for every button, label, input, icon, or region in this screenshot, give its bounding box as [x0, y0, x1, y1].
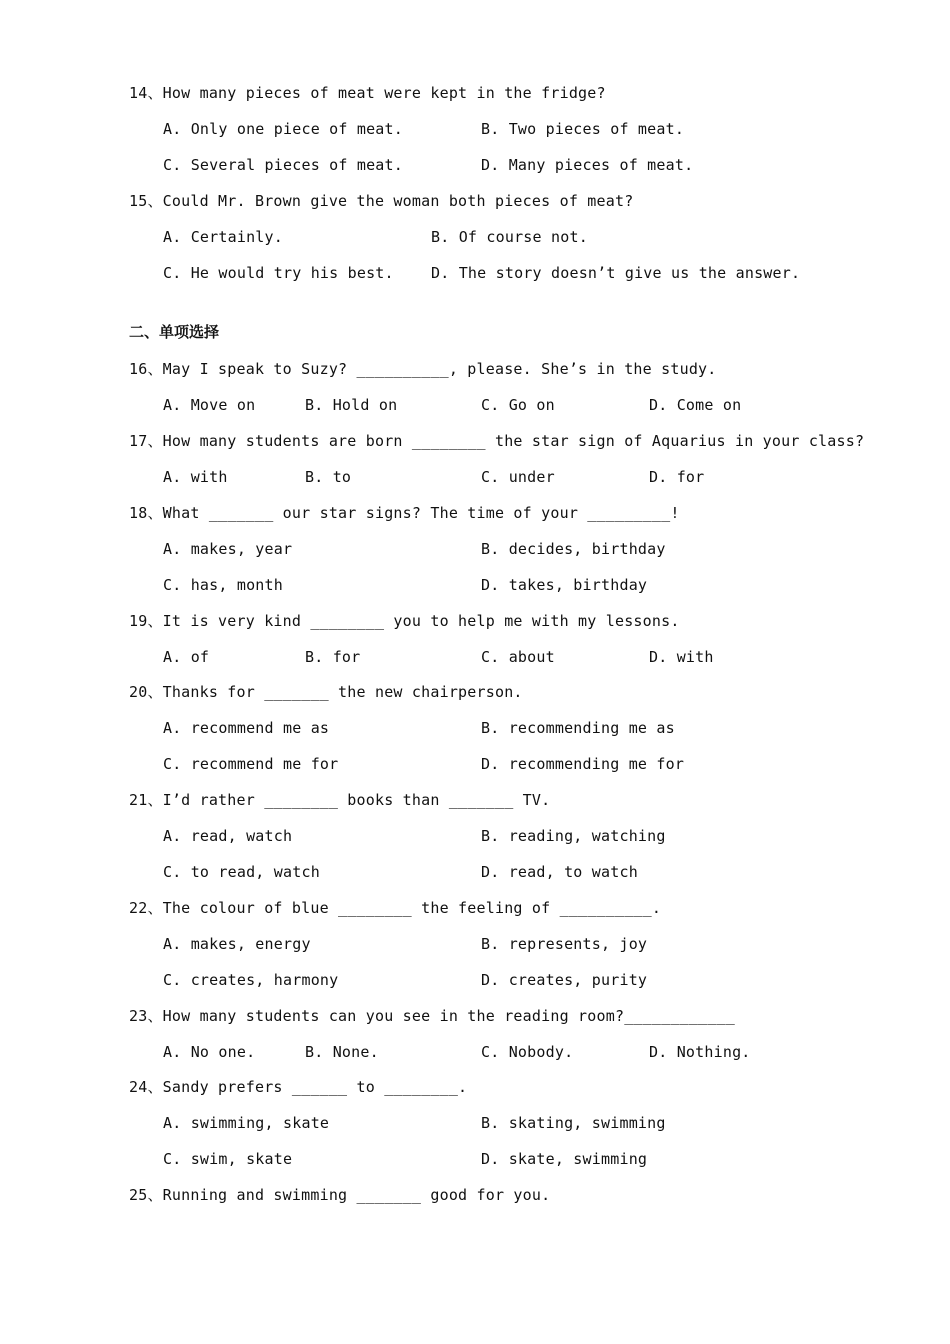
question-14-option-b: B. Two pieces of meat. [481, 120, 685, 138]
question-21-option-b: B. reading, watching [481, 827, 666, 845]
question-15-stem: 15、Could Mr. Brown give the woman both pieces of meat? [129, 192, 634, 210]
question-18-option-a: A. makes, year [163, 540, 293, 558]
question-18-option-c: C. has, month [163, 576, 283, 594]
question-18-stem: 18、What _______ our star signs? The time of your _________! [129, 504, 680, 522]
section-title: 二、单项选择 [129, 323, 220, 341]
question-20-option-b: B. recommending me as [481, 719, 675, 737]
question-15-option-d: D. The story doesn’t give us the answer. [431, 264, 801, 282]
question-15-option-b: B. Of course not. [431, 228, 588, 246]
question-17-stem: 17、How many students are born ________ the star sign of Aquarius in your class? [129, 432, 865, 450]
question-16-option-a: A. Move on [163, 396, 256, 414]
question-25-stem: 25、Running and swimming _______ good for you. [129, 1186, 551, 1204]
question-18-option-b: B. decides, birthday [481, 540, 666, 558]
question-17-option-b: B. to [305, 468, 352, 486]
question-21-option-d: D. read, to watch [481, 863, 638, 881]
question-20-option-c: C. recommend me for [163, 755, 339, 773]
question-23-option-c: C. Nobody. [481, 1043, 574, 1061]
question-14-option-a: A. Only one piece of meat. [163, 120, 403, 138]
question-22-option-c: C. creates, harmony [163, 971, 339, 989]
question-22-option-d: D. creates, purity [481, 971, 648, 989]
question-24-option-c: C. swim, skate [163, 1150, 293, 1168]
question-24-option-b: B. skating, swimming [481, 1114, 666, 1132]
question-20-option-d: D. recommending me for [481, 755, 685, 773]
question-17-option-d: D. for [649, 468, 705, 486]
question-14-stem: 14、How many pieces of meat were kept in the fridge? [129, 84, 606, 102]
question-22-option-a: A. makes, energy [163, 935, 311, 953]
question-14-option-d: D. Many pieces of meat. [481, 156, 694, 174]
question-15-option-c: C. He would try his best. [163, 264, 394, 282]
question-21-stem: 21、I’d rather ________ books than _______ TV. [129, 791, 551, 809]
question-19-option-c: C. about [481, 648, 555, 666]
question-20-option-a: A. recommend me as [163, 719, 330, 737]
question-23-option-d: D. Nothing. [649, 1043, 751, 1061]
question-22-stem: 22、The colour of blue ________ the feeling of __________. [129, 899, 662, 917]
question-19-option-d: D. with [649, 648, 714, 666]
question-23-option-b: B. None. [305, 1043, 379, 1061]
question-22-option-b: B. represents, joy [481, 935, 648, 953]
question-16-option-d: D. Come on [649, 396, 742, 414]
question-16-option-c: C. Go on [481, 396, 555, 414]
question-24-stem: 24、Sandy prefers ______ to ________. [129, 1078, 468, 1096]
question-18-option-d: D. takes, birthday [481, 576, 648, 594]
question-21-option-c: C. to read, watch [163, 863, 320, 881]
question-23-option-a: A. No one. [163, 1043, 256, 1061]
question-14-option-c: C. Several pieces of meat. [163, 156, 403, 174]
question-15-option-a: A. Certainly. [163, 228, 283, 246]
question-19-option-b: B. for [305, 648, 361, 666]
question-19-option-a: A. of [163, 648, 210, 666]
question-24-option-a: A. swimming, skate [163, 1114, 330, 1132]
question-21-option-a: A. read, watch [163, 827, 293, 845]
question-17-option-a: A. with [163, 468, 228, 486]
question-19-stem: 19、It is very kind ________ you to help me with my lessons. [129, 612, 680, 630]
question-23-stem: 23、How many students can you see in the reading room?____________ [129, 1007, 735, 1025]
question-16-option-b: B. Hold on [305, 396, 398, 414]
question-16-stem: 16、May I speak to Suzy? __________, please. She’s in the study. [129, 360, 717, 378]
question-20-stem: 20、Thanks for _______ the new chairperson. [129, 683, 523, 701]
question-17-option-c: C. under [481, 468, 555, 486]
question-24-option-d: D. skate, swimming [481, 1150, 648, 1168]
